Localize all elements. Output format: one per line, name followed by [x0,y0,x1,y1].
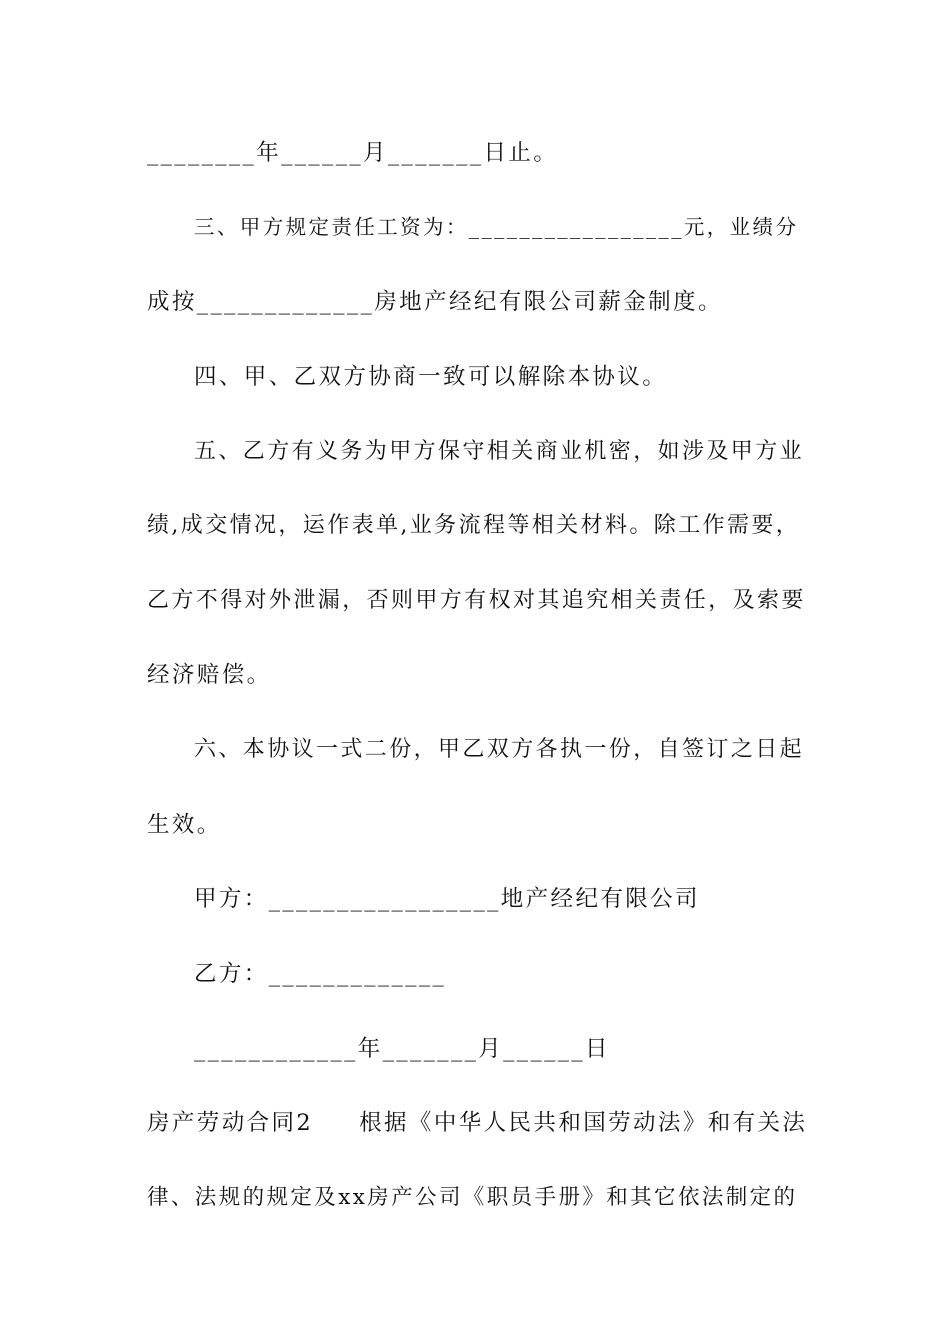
clause-6-line-1: 六、本协议一式二份，甲乙双方各执一份，自签订之日起 [194,737,805,762]
party-a-signature-line: 甲方：_________________地产经纪有限公司 [194,886,700,912]
clause-5-line-2: 绩,成交情况，运作表单,业务流程等相关材料。除工作需要， [147,513,801,538]
section-heading: 房产劳动合同2 [147,1110,314,1136]
clause-5-line-1: 五、乙方有义务为甲方保守相关商业机密，如涉及甲方业 [194,439,805,464]
section-intro-text: 根据《中华人民共和国劳动法》和有关法 [359,1110,808,1136]
clause-4: 四、甲、乙双方协商一致可以解除本协议。 [194,364,668,390]
next-section-second-line: 律、法规的规定及xx房产公司《职员手册》和其它依法制定的 [147,1185,798,1210]
clause-5-line-3: 乙方不得对外泄漏，否则甲方有权对其追究相关责任，及索要 [147,588,806,613]
signing-date-line: ____________年_______月______日 [194,1036,610,1062]
term-end-date-line: ________年______月_______日止。 [147,140,559,166]
clause-5-line-4: 经济赔偿。 [147,662,272,688]
party-b-signature-line: 乙方：_____________ [194,961,447,987]
clause-3-line-2: 成按_____________房地产经纪有限公司薪金制度。 [147,289,723,315]
clause-3-line-1: 三、甲方规定责任工资为：_________________元，业绩分 [194,215,799,239]
clause-6-line-2: 生效。 [147,812,222,838]
next-section-first-line [147,1108,807,1138]
